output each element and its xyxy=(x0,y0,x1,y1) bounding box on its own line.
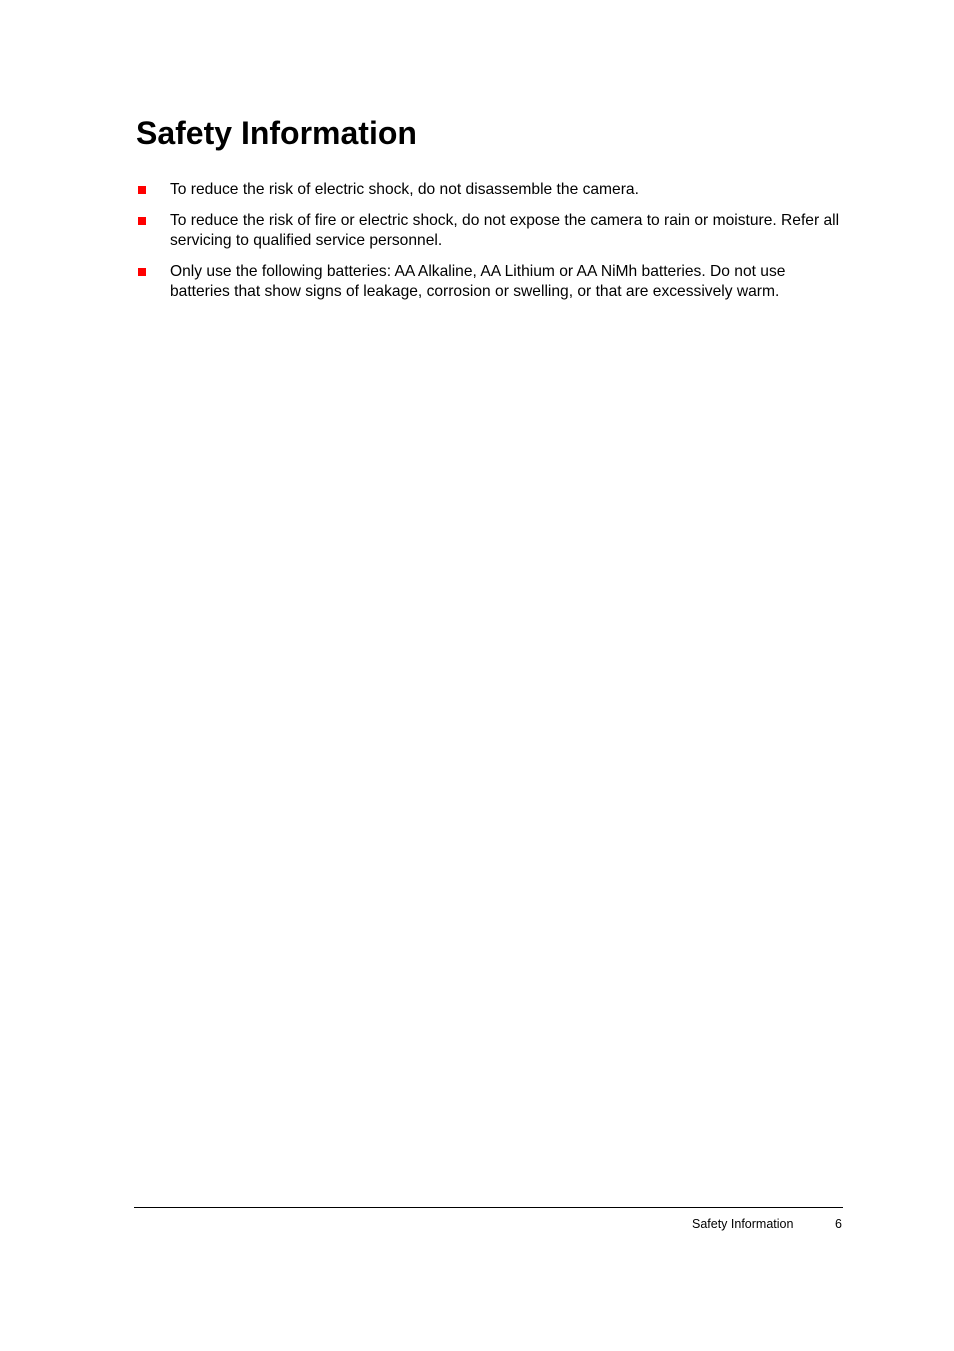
red-square-bullet-icon xyxy=(138,268,146,276)
list-item xyxy=(136,211,848,252)
footer-divider xyxy=(134,1207,843,1208)
red-square-bullet-icon xyxy=(138,186,146,194)
page-title: Safety Information xyxy=(136,115,417,151)
list-item xyxy=(136,262,848,303)
red-square-bullet-icon xyxy=(138,217,146,225)
list-item xyxy=(136,180,848,201)
safety-bullet-list xyxy=(136,180,848,313)
list-item-text: Only use the following batteries: AA Alkaline, AA Lithium or AA NiMh batteries. Do not use batteries that show signs of leakage, corrosion or swelling, or that are excessively warm. xyxy=(170,262,786,300)
footer-section-title: Safety Information xyxy=(692,1217,794,1231)
footer-page-number: 6 xyxy=(835,1217,842,1231)
list-item-text: To reduce the risk of fire or electric shock, do not expose the camera to rain or moisture. Refer all servicing to qualified service personnel. xyxy=(170,211,840,249)
list-item-text: To reduce the risk of electric shock, do not disassemble the camera. xyxy=(170,181,639,198)
